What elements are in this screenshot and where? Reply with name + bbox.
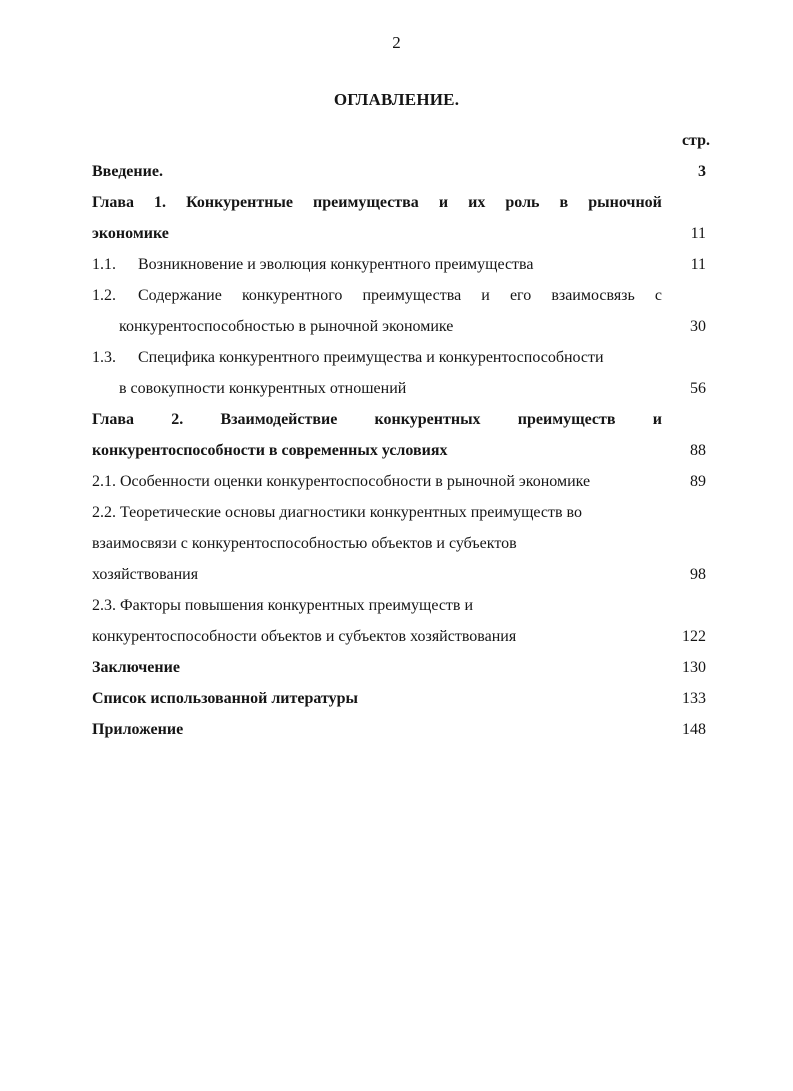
toc-entry-page: 88 [690,442,706,459]
word: Конкурентные [186,194,293,211]
word: Взаимодействие [220,411,338,428]
toc-entry-text-line-2: конкурентоспособности в современных условиях [92,442,448,459]
toc-entry-chapter-1 [0,192,793,223]
toc-entry-text-line-1 [92,409,662,431]
word: роль [505,194,540,211]
toc-entry-number: 1.3. [92,349,116,366]
toc-entry-section-1-1 [0,254,793,285]
toc-entry-section-2-2 [0,502,793,533]
word: 2. [171,411,184,428]
toc-entry-section-1-3-cont [0,378,793,409]
toc-entry-page: 148 [682,721,706,738]
toc-entry-text-line-2: в совокупности конкурентных отношений [119,380,407,397]
toc-entry-text: Приложение [92,721,184,738]
word: Глава [92,194,134,211]
word: 1. [154,194,167,211]
page-title: ОГЛАВЛЕНИЕ. [333,90,460,109]
toc-entry-section-1-2-cont [0,316,793,347]
toc-entry-text-line-1: 2.3. Факторы повышения конкурентных преимуществ и [92,597,474,614]
word: и [652,411,662,428]
toc-entry-page: 98 [690,566,706,583]
toc-entry-text-line-1: 2.2. Теоретические основы диагностики конкурентных преимуществ во [92,504,582,521]
word: рыночной [588,194,662,211]
word: Содержание [138,287,222,304]
toc-entry-text: Введение. [92,163,163,180]
word: преимущества [313,194,419,211]
toc-entry-text-line-2: экономике [92,225,169,242]
word: и [481,287,490,304]
toc-entry-text-line-1: Специфика конкурентного преимущества и конкурентоспособности [138,349,604,366]
toc-entry-section-1-3 [0,347,793,378]
word: его [509,287,532,304]
toc-entry-text: Возникновение и эволюция конкурентного преимущества [138,256,534,273]
toc-entry-text-line-2: конкурентоспособности объектов и субъектов хозяйствования [92,628,517,645]
toc-entry-text-line-1 [92,192,662,214]
toc-entry-page: 130 [682,659,706,676]
toc-entry-references [0,688,793,719]
toc-entry-page: 89 [690,473,706,490]
toc-entry-conclusion [0,657,793,688]
word: взаимосвязь [551,287,635,304]
toc-entry-text-line-2: конкурентоспособностью в рыночной экономике [119,318,454,335]
toc-entry-section-2-3-cont [0,626,793,657]
toc-entry-text: Список использованной литературы [92,690,358,707]
word: в [559,194,569,211]
word: их [468,194,486,211]
word: и [438,194,449,211]
toc-entry-section-1-2 [0,285,793,316]
toc-entry-number: 1.1. [92,256,116,273]
toc-entry-text-line-1 [138,285,662,307]
toc-entry-text-line-2: взаимосвязи с конкурентоспособностью объектов и субъектов [92,535,517,552]
toc-entry-page: 3 [698,163,706,180]
toc-entry-section-2-3 [0,595,793,626]
toc-entry-chapter-2 [0,409,793,440]
word: преимущества [362,287,462,304]
toc-entry-section-2-1 [0,471,793,502]
toc-entry-page: 133 [682,690,706,707]
toc-entry-text-line-3: хозяйствования [92,566,199,583]
word: с [654,287,662,304]
word: Глава [92,411,134,428]
toc-entry-text: 2.1. Особенности оценки конкурентоспособности в рыночной экономике [92,473,591,490]
toc-entry-appendix [0,719,793,750]
toc-entry-section-2-2-cont2 [0,564,793,595]
toc-entry-section-2-2-cont [0,533,793,564]
toc-entry-page: 56 [690,380,706,397]
page-number: 2 [392,33,401,52]
toc-entry-page: 11 [690,256,706,273]
word: конкурентных [374,411,481,428]
toc-entry-chapter-1-cont [0,223,793,254]
toc-entry-chapter-2-cont [0,440,793,471]
toc-entry-page: 11 [690,225,706,242]
page-column-header: стр. [681,132,710,149]
toc-entry-text: Заключение [92,659,180,676]
word: конкурентного [241,287,343,304]
toc-entry-number: 1.2. [92,287,116,304]
word: преимуществ [517,411,616,428]
toc-entry-introduction [0,161,793,192]
toc-entry-page: 30 [690,318,706,335]
toc-entry-page: 122 [682,628,706,645]
